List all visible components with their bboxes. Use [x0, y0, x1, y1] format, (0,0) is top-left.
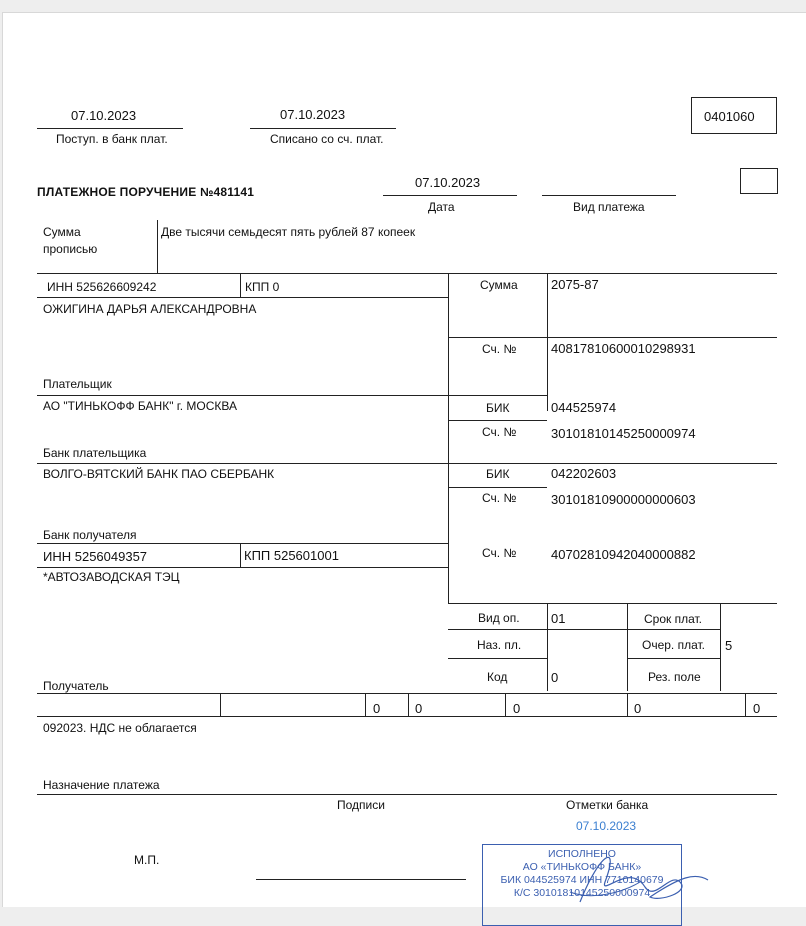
divider [448, 337, 777, 338]
purpose-text: 092023. НДС не облагается [43, 721, 197, 735]
payer-bank-name: АО "ТИНЬКОФФ БАНК" г. МОСКВА [43, 399, 237, 413]
payer-bik-label: БИК [486, 401, 510, 415]
divider [37, 273, 777, 274]
stamp-line: АО «ТИНЬКОФФ БАНК» [522, 861, 642, 873]
recipient-bank-name: ВОЛГО-ВЯТСКИЙ БАНК ПАО СБЕРБАНК [43, 467, 275, 481]
bank-date: 07.10.2023 [576, 819, 637, 833]
divider [408, 693, 409, 716]
payer-corr-account: 30101810145250000974 [551, 426, 696, 441]
received-date: 07.10.2023 [71, 108, 137, 123]
divider [37, 463, 777, 464]
seal-label: М.П. [134, 853, 160, 867]
divider [448, 603, 777, 604]
divider [37, 395, 448, 396]
payment-type-label: Вид платежа [573, 200, 645, 214]
divider [37, 794, 777, 795]
divider [448, 273, 449, 603]
purpose-code-label: Наз. пл. [477, 638, 522, 652]
amount-label: Сумма [480, 278, 518, 292]
tax-field: 0 [634, 701, 642, 716]
divider [37, 693, 777, 694]
document-title: ПЛАТЕЖНОЕ ПОРУЧЕНИЕ №481141 [37, 185, 255, 199]
date-label: Дата [428, 200, 455, 214]
signatures-label: Подписи [337, 798, 385, 812]
amount-words-label-2: прописью [43, 242, 98, 256]
divider [448, 629, 720, 630]
recipient-account: 40702810942040000882 [551, 547, 696, 562]
debited-date: 07.10.2023 [280, 107, 346, 122]
divider [448, 487, 547, 488]
divider [383, 195, 517, 196]
payer-bank-label: Банк плательщика [43, 446, 147, 460]
purpose-label: Назначение платежа [43, 778, 160, 792]
op-type-label: Вид оп. [478, 611, 520, 625]
priority-value: 5 [725, 638, 733, 653]
form-code: 0401060 [704, 109, 755, 124]
payer-corr-label: Сч. № [482, 425, 517, 439]
order-date: 07.10.2023 [415, 175, 481, 190]
priority-label: Очер. плат. [642, 638, 706, 652]
signature-scribble-icon [560, 842, 710, 906]
divider [220, 693, 221, 716]
empty-box [740, 168, 778, 194]
tax-field: 0 [415, 701, 423, 716]
divider [448, 395, 547, 396]
tax-field: 0 [373, 701, 381, 716]
recipient-corr-label: Сч. № [482, 491, 517, 505]
tax-field: 0 [513, 701, 521, 716]
payment-order-document [2, 12, 806, 907]
payer-kpp: КПП 0 [245, 280, 280, 294]
divider [250, 128, 396, 129]
divider [547, 603, 548, 691]
divider [37, 297, 448, 298]
stamp-line: ИСПОЛНЕНО [548, 848, 616, 860]
amount-words-label-1: Сумма [43, 225, 81, 239]
divider [240, 543, 241, 567]
divider [37, 128, 183, 129]
payer-name: ОЖИГИНА ДАРЬЯ АЛЕКСАНДРОВНА [43, 302, 257, 316]
form-code-box [691, 97, 777, 134]
recipient-bik-label: БИК [486, 467, 510, 481]
divider [627, 693, 628, 716]
divider [505, 693, 506, 716]
divider [542, 195, 676, 196]
payer-bik: 044525974 [551, 400, 617, 415]
payer-label: Плательщик [43, 377, 112, 391]
divider [365, 693, 366, 716]
amount-value: 2075-87 [551, 277, 599, 292]
divider [745, 693, 746, 716]
recipient-label: Получатель [43, 679, 109, 693]
signature-line [256, 879, 466, 880]
recipient-inn: ИНН 5256049357 [43, 549, 148, 564]
code-value: 0 [551, 670, 559, 685]
debited-label: Списано со сч. плат. [270, 132, 384, 146]
divider [37, 567, 448, 568]
code-label: Код [487, 670, 508, 684]
divider [547, 273, 548, 411]
divider [240, 273, 241, 297]
divider [627, 658, 720, 659]
stamp-line: БИК 044525974 ИНН 7710140679 [500, 874, 664, 886]
recipient-bik: 042202603 [551, 466, 617, 481]
recipient-kpp: КПП 525601001 [244, 548, 339, 563]
recipient-account-label: Сч. № [482, 546, 517, 560]
op-type-value: 01 [551, 611, 566, 626]
payer-account: 40817810600010298931 [551, 341, 696, 356]
term-label: Срок плат. [644, 612, 703, 626]
divider [448, 420, 547, 421]
bank-marks-label: Отметки банка [566, 798, 649, 812]
divider [627, 603, 628, 691]
recipient-corr-account: 30101810900000000603 [551, 492, 696, 507]
recipient-bank-label: Банк получателя [43, 528, 137, 542]
divider [37, 716, 777, 717]
amount-words-value: Две тысячи семьдесят пять рублей 87 копеек [161, 225, 416, 239]
divider [448, 658, 547, 659]
divider [720, 603, 721, 691]
divider [37, 543, 448, 544]
tax-field: 0 [753, 701, 761, 716]
received-label: Поступ. в банк плат. [56, 132, 168, 146]
recipient-name: *АВТОЗАВОДСКАЯ ТЭЦ [43, 570, 180, 584]
stamp-line: К/С 30101810145250000974 [513, 887, 651, 899]
payer-inn: ИНН 525626609242 [47, 280, 157, 294]
reserve-label: Рез. поле [648, 670, 701, 684]
divider [157, 220, 158, 273]
payer-account-label: Сч. № [482, 342, 517, 356]
